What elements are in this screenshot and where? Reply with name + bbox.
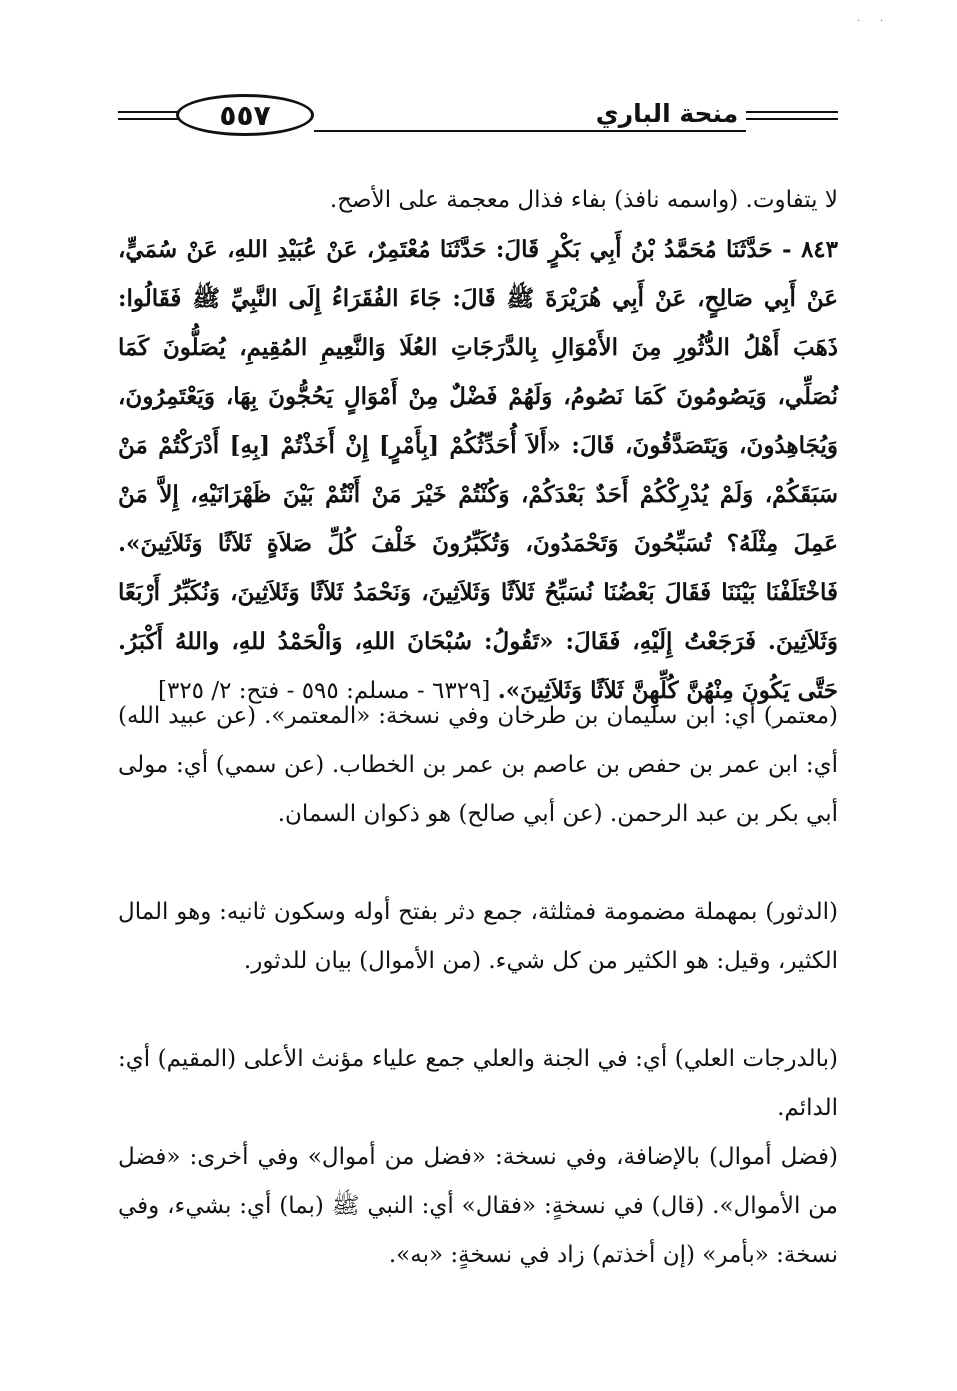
hadith-references: [٦٣٢٩ - مسلم: ٥٩٥ - فتح: ٢/ ٣٢٥]	[157, 678, 498, 704]
hadith-paragraph	[118, 225, 838, 716]
header-rule-middle	[314, 130, 746, 132]
header-rule-left	[118, 108, 182, 124]
hadith-text: ٨٤٣ - حَدَّثَنَا مُحَمَّدُ بْنُ أَبِي بَكْرٍ قَالَ: حَدَّثَنَا مُعْتَمِرٌ، عَنْ عُبَيْدِ اللهِ، عَنْ سُمَيٍّ، عَنْ أَبِي صَالِحٍ، عَنْ أَبِي هُرَيْرَةَ ﷺ قَالَ: جَاءَ الفُقَرَاءُ إِلَى النَّبِيِّ ﷺ فَقَالُوا: ذَهَبَ أَهْلُ الدُّثُورِ مِنَ الأَمْوَالِ بِالدَّرَجَاتِ العُلَا وَالنَّعِيمِ المُقِيمِ، يُصَلُّونَ كَمَا نُصَلِّي، وَيَصُومُونَ كَمَا نَصُومُ، وَلَهُمْ فَضْلٌ مِنْ أَمْوَالٍ يَحُجُّونَ بِهَا، وَيَعْتَمِرُونَ، وَيُجَاهِدُونَ، وَيَتَصَدَّقُونَ، قَالَ: «أَلاَ أُحَدِّثُكُمْ [بِأَمْرٍ] إِنْ أَخَذْتُمْ [بِهِ] أَدْرَكْتُمْ مَنْ سَبَقَكُمْ، وَلَمْ يُدْرِكْكُمْ أَحَدٌ بَعْدَكُمْ، وَكُنْتُمْ خَيْرَ مَنْ أَنْتُمْ بَيْنَ ظَهْرَانَيْهِ، إِلاَّ مَنْ عَمِلَ مِثْلَهُ؟ تُسَبِّحُونَ وَتَحْمَدُونَ، وَتُكَبِّرُونَ خَلْفَ كُلِّ صَلاَةٍ ثَلاَثًا وَثَلاَثِينَ». فَاخْتَلَفْنَا بَيْنَنَا فَقَالَ بَعْضُنَا نُسَبِّحُ ثَلاَثًا وَثَلاَثِينَ، وَنَحْمَدُ ثَلاَثًا وَثَلاَثِينَ، وَنُكَبِّرُ أَرْبَعًا وَثَلاَثِينَ. فَرَجَعْتُ إِلَيْهِ، فَقَالَ: «تَقُولُ: سُبْحَانَ اللهِ، وَالْحَمْدُ للهِ، واللهُ أَكْبَرُ. حَتَّى يَكُونَ مِنْهُنَّ كُلِّهِنَّ ثَلاَثًا وَثَلاَثِينَ».	[118, 236, 838, 704]
intro-paragraph: لا يتفاوت. (واسمه نافذ) بفاء فذال معجمة على الأصح.	[329, 187, 838, 213]
margin-mark: ·	[857, 16, 861, 27]
commentary-paragraph-2: (الدثور) بمهملة مضمومة فمثلثة، جمع دثر بفتح أوله وسكون ثانيه: وهو المال الكثير، وقيل: هو الكثير من كل شيء. (من الأموال) بيان للدثور.	[118, 899, 838, 974]
page-header	[118, 92, 838, 144]
commentary-paragraph-1: (معتمر) أي: ابن سليمان بن طرخان وفي نسخة: «المعتمر». (عن عبيد الله) أي: ابن عمر بن حفص بن عاصم بن عمر بن الخطاب. (عن سمي) أي: مولى أبي بكر بن عبد الرحمن. (عن أبي صالح) هو ذكوان السمان.	[118, 703, 838, 827]
page-number: ٥٥٧	[176, 94, 314, 136]
header-rule-right	[746, 108, 838, 124]
book-title: منحة الباري	[595, 99, 739, 128]
commentary-paragraph-4: (فضل أموال) بالإضافة، وفي نسخة: «فضل من أموال» وفي أخرى: «فضل من الأموال». (قال) في نسخةٍ: «فقال» أي: النبي ﷺ (بما) أي: بشيء، وفي نسخة: «بأمر» (إن أخذتم) زاد في نسخةٍ: «به».	[118, 1144, 838, 1268]
commentary-paragraph-3: (بالدرجات العلي) أي: في الجنة والعلي جمع علياء مؤنث الأعلى (المقيم) أي: الدائم.	[118, 1046, 838, 1121]
margin-mark: ·	[880, 16, 884, 27]
